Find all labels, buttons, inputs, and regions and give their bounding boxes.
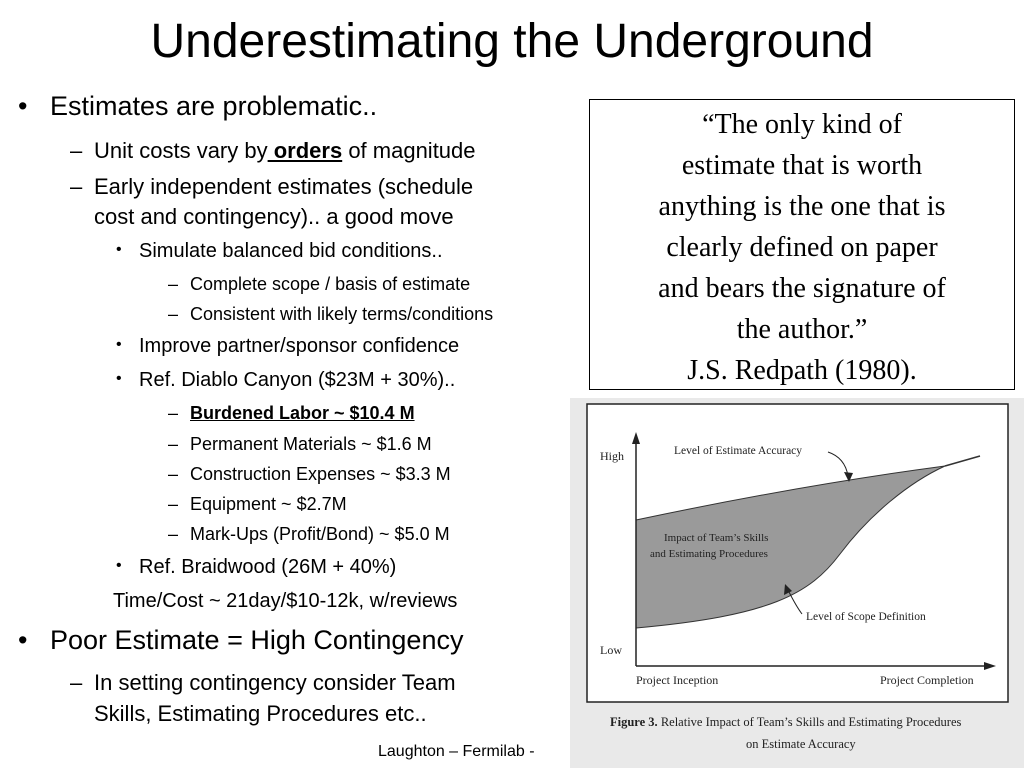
quote-line: the author.” [736, 314, 868, 345]
label-impact-line1: Impact of Team’s Skills [664, 532, 769, 544]
bullet-equipment: Equipment ~ $2.7M [190, 494, 347, 514]
bullet-burdened-labor: Burdened Labor ~ $10.4 M [190, 403, 415, 423]
quote-line: anything is the one that is [658, 191, 946, 222]
bullet-permanent-materials: Permanent Materials ~ $1.6 M [190, 434, 432, 454]
bullet-dash: – [168, 464, 179, 484]
bullet-dot: • [116, 557, 122, 574]
axis-label-project-inception: Project Inception [636, 673, 719, 687]
quote-line: estimate that is worth [681, 150, 923, 181]
bullet-complete-scope: Complete scope / basis of estimate [190, 274, 471, 294]
bullet-early-estimates-1: Early independent estimates (schedule [94, 174, 474, 199]
axis-label-high: High [600, 449, 624, 463]
bullet-dot: • [116, 241, 122, 258]
bullet-dash: – [168, 403, 179, 423]
quote-attribution: J.S. Redpath (1980). [687, 355, 917, 386]
bullet-dot: • [18, 625, 28, 655]
quote-line: “The only kind of [702, 109, 902, 140]
bullet-consistent: Consistent with likely terms/conditions [190, 304, 494, 324]
bullet-dash: – [70, 670, 83, 695]
bullet-diablo: Ref. Diablo Canyon ($23M + 30%).. [139, 369, 456, 391]
bullet-construction-expenses: Construction Expenses ~ $3.3 M [190, 464, 451, 484]
quote-line: and bears the signature of [658, 273, 946, 304]
bullet-dot: • [116, 336, 122, 353]
bullet-partner: Improve partner/sponsor confidence [139, 335, 460, 357]
figure-caption-line1: Figure 3. Relative Impact of Team’s Skills and Estimating Procedures [610, 715, 962, 729]
bullet-estimates: Estimates are problematic.. [50, 91, 378, 121]
bullet-dash: – [168, 434, 179, 454]
bullet-dash: – [168, 524, 179, 544]
slide-footer: Laughton – Fermilab - [378, 743, 535, 760]
estimate-accuracy-figure [570, 398, 1024, 768]
bullet-dash: – [70, 138, 83, 163]
quote-box [589, 99, 1015, 390]
figure-caption-line2: on Estimate Accuracy [746, 737, 856, 751]
label-impact-line2: and Estimating Procedures [650, 548, 768, 560]
bullet-dash: – [168, 304, 179, 324]
bullet-dash: – [168, 274, 179, 294]
note-time-cost: Time/Cost ~ 21day/$10-12k, w/reviews [113, 590, 458, 612]
label-estimate-accuracy: Level of Estimate Accuracy [674, 445, 803, 457]
slide-title: Underestimating the Underground [150, 15, 874, 68]
bullet-dot: • [116, 370, 122, 387]
bullet-dash: – [70, 174, 83, 199]
bullet-contingency-2: Skills, Estimating Procedures etc.. [94, 701, 427, 726]
bullet-dot: • [18, 91, 28, 121]
axis-label-low: Low [600, 643, 622, 657]
bullet-poor-estimate: Poor Estimate = High Contingency [50, 625, 464, 655]
figure-diagram [570, 398, 1024, 768]
quote-line: clearly defined on paper [666, 232, 938, 263]
bullet-simulate: Simulate balanced bid conditions.. [139, 240, 443, 262]
axis-label-project-completion: Project Completion [880, 673, 974, 687]
bullet-dash: – [168, 494, 179, 514]
bullet-markups: Mark-Ups (Profit/Bond) ~ $5.0 M [190, 524, 450, 544]
bullet-unit-costs: Unit costs vary by orders of magnitude [94, 138, 476, 163]
bullet-contingency-1: In setting contingency consider Team [94, 670, 456, 695]
bullet-braidwood: Ref. Braidwood (26M + 40%) [139, 556, 397, 578]
label-scope-definition: Level of Scope Definition [806, 611, 926, 623]
bullet-early-estimates-2: cost and contingency).. a good move [94, 204, 454, 229]
